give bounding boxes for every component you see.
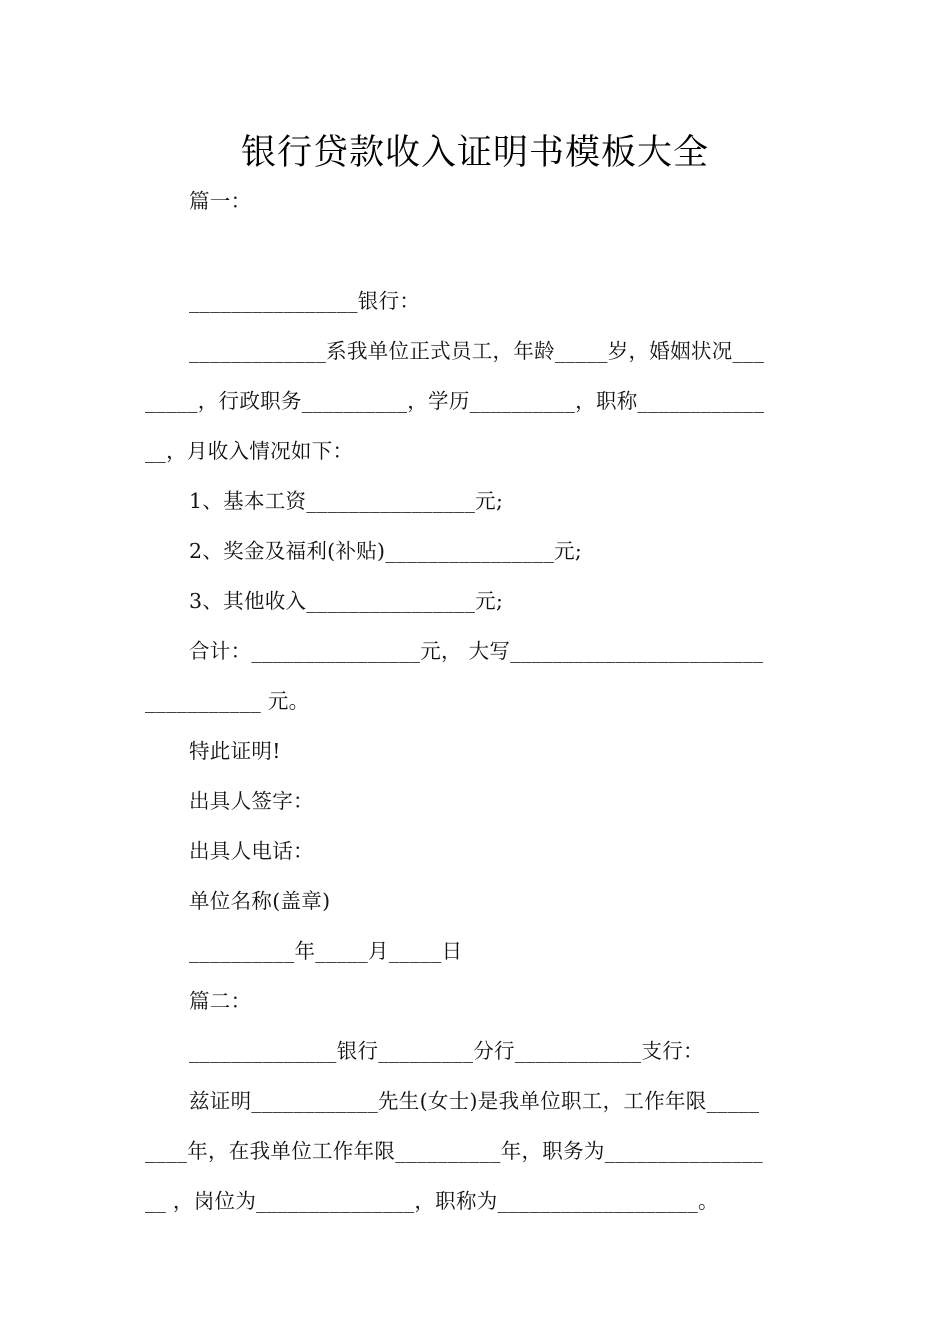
bank-branch-addressee-line: ______________银行_________分行____________支行： bbox=[189, 1039, 704, 1063]
income-item-other: 3、其他收入________________元; bbox=[189, 589, 504, 613]
date-line: __________年_____月_____日 bbox=[189, 939, 463, 963]
income-total-line-cont: ___________ 元。 bbox=[145, 689, 310, 713]
company-seal-line: 单位名称(盖章) bbox=[189, 889, 331, 913]
document-title: 银行贷款收入证明书模板大全 bbox=[240, 133, 709, 173]
certification-statement: 特此证明! bbox=[189, 739, 281, 763]
issuer-phone-line: 出具人电话： bbox=[189, 839, 314, 863]
income-item-bonus: 2、奖金及福利(补贴)________________元; bbox=[189, 539, 583, 563]
section-heading-part-two: 篇二： bbox=[189, 989, 252, 1013]
paragraph-line: ____年，在我单位工作年限__________年，职务为_______________ bbox=[145, 1139, 763, 1163]
paragraph-line: __，月收入情况如下： bbox=[145, 439, 354, 463]
paragraph-line: _____________系我单位正式员工，年龄_____岁，婚姻状况___ bbox=[189, 339, 765, 363]
paragraph-line: __ ，岗位为_______________，职称为___________________。 bbox=[145, 1189, 719, 1213]
section-heading-part-one: 篇一： bbox=[189, 189, 252, 213]
income-item-basic-salary: 1、基本工资________________元; bbox=[189, 489, 504, 513]
paragraph-line: 兹证明____________先生(女士)是我单位职工，工作年限_____ bbox=[189, 1089, 760, 1113]
paragraph-line: _____，行政职务__________，学历__________，职称____________ bbox=[145, 389, 765, 413]
issuer-signature-line: 出具人签字： bbox=[189, 789, 314, 813]
income-total-line: 合计：________________元， 大写________________________ bbox=[189, 639, 764, 663]
bank-addressee-line: ________________银行： bbox=[189, 289, 421, 313]
